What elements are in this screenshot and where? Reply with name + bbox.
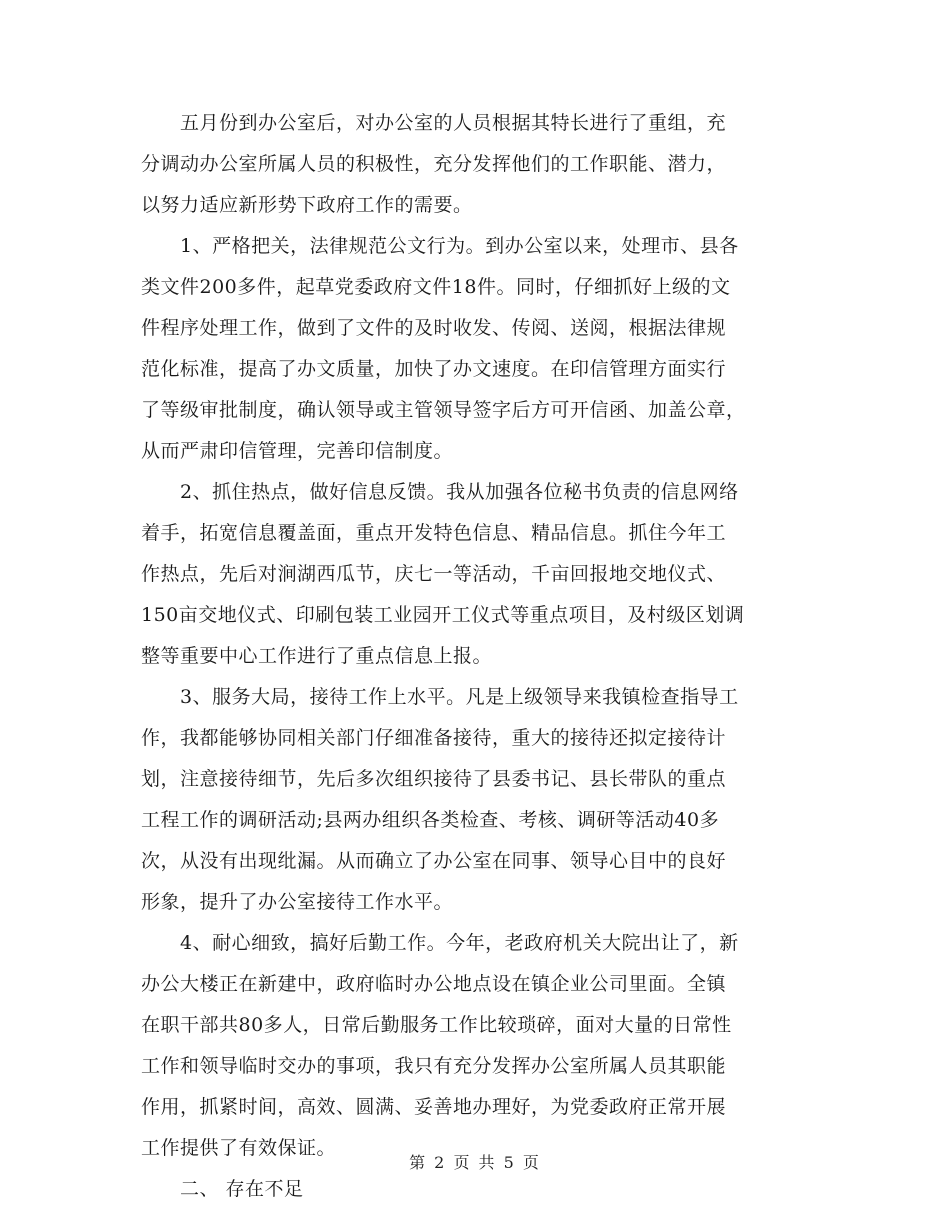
text-line: 工作和领导临时交办的事项，我只有充分发挥办公室所属人员其职能 (141, 1055, 727, 1077)
text-line: 形象，提升了办公室接待工作水平。 (141, 891, 454, 913)
text-line: 作用，抓紧时间，高效、圆满、妥善地办理好，为党委政府正常开展 (141, 1096, 727, 1118)
text-line: 作热点，先后对涧湖西瓜节，庆七一等活动，千亩回报地交地仪式、 (141, 563, 727, 585)
document-body (141, 103, 816, 1210)
text-line: 了等级审批制度，确认领导或主管领导签字后方可开信函、加盖公章， (141, 399, 746, 421)
text-line: 划，注意接待细节，先后多次组织接待了县委书记、县长带队的重点 (141, 768, 727, 790)
text-line: 工作提供了有效保证。 (141, 1137, 337, 1159)
section-heading: 二、 存在不足 (141, 1178, 304, 1200)
text-line: 办公大楼正在新建中，政府临时办公地点设在镇企业公司里面。全镇 (141, 973, 727, 995)
text-line: 工程工作的调研活动;县两办组织各类检查、考核、调研等活动40多 (141, 809, 720, 831)
text-line: 以努力适应新形势下政府工作的需要。 (141, 194, 473, 216)
text-line: 从而严肃印信管理，完善印信制度。 (141, 440, 454, 462)
text-line: 2、抓住热点，做好信息反馈。我从加强各位秘书负责的信息网络 (141, 481, 739, 503)
text-line: 150亩交地仪式、印刷包装工业园开工仪式等重点项目，及村级区划调 (141, 604, 745, 626)
text-line: 4、耐心细致，搞好后勤工作。今年，老政府机关大院出让了，新 (141, 932, 739, 954)
text-line: 整等重要中心工作进行了重点信息上报。 (141, 645, 493, 667)
text-line: 着手，拓宽信息覆盖面，重点开发特色信息、精品信息。抓住今年工 (141, 522, 727, 544)
text-line: 在职干部共80多人，日常后勤服务工作比较琐碎，面对大量的日常性 (141, 1014, 732, 1036)
text-line: 作，我都能够协同相关部门仔细准备接待，重大的接待还拟定接待计 (141, 727, 727, 749)
text-line: 五月份到办公室后，对办公室的人员根据其特长进行了重组，充 (141, 112, 727, 134)
text-line: 件程序处理工作，做到了文件的及时收发、传阅、送阅，根据法律规 (141, 317, 727, 339)
text-line: 分调动办公室所属人员的积极性，充分发挥他们的工作职能、潜力， (141, 153, 727, 175)
text-line: 次，从没有出现纰漏。从而确立了办公室在同事、领导心目中的良好 (141, 850, 727, 872)
text-line: 范化标准，提高了办文质量，加快了办文速度。在印信管理方面实行 (141, 358, 727, 380)
text-line: 1、严格把关，法律规范公文行为。到办公室以来，处理市、县各 (141, 235, 739, 257)
text-line: 3、服务大局，接待工作上水平。凡是上级领导来我镇检查指导工 (141, 686, 739, 708)
text-line: 类文件200多件，起草党委政府文件18件。同时，仔细抓好上级的文 (141, 276, 731, 298)
page-number: 第 2 页 共 5 页 (409, 1153, 541, 1172)
